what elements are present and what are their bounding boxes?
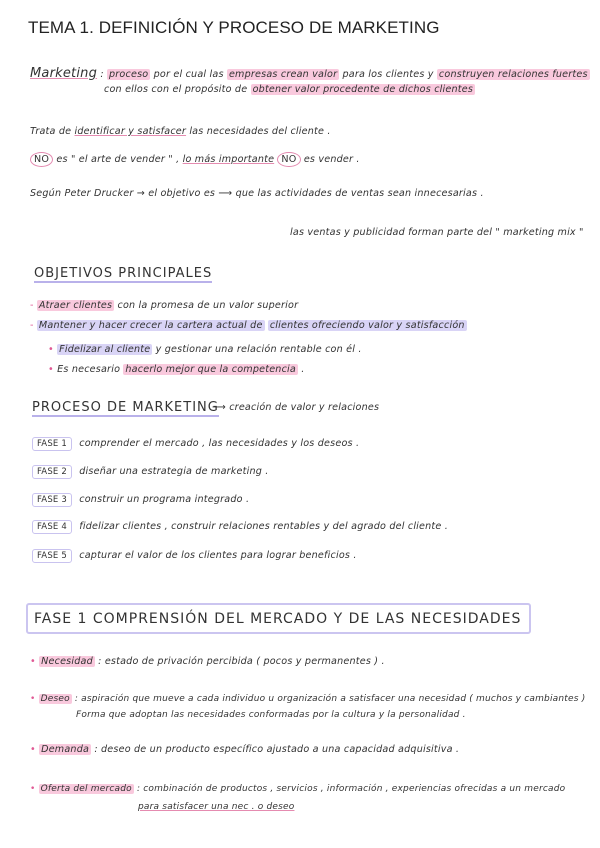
sub-objetivo-1-rest: y gestionar una relación rentable con él . (155, 344, 362, 355)
bullet-icon: - (30, 300, 34, 311)
arte-text: es " el arte de vender " , (56, 154, 180, 165)
phase-label: FASE 4 (32, 520, 72, 534)
def-text-2: por el cual las (153, 69, 224, 80)
def-necesidad: : estado de privación percibida ( pocos y permanentes ) . (98, 656, 385, 667)
phase-label: FASE 2 (32, 465, 72, 479)
clientes-valor: clientes ofreciendo valor y satisfacción (269, 320, 465, 331)
trato-line (30, 126, 331, 137)
sub-objetivo-1 (48, 344, 362, 355)
mantener-cartera: Mantener y hacer crecer la cartera actual de (38, 320, 263, 331)
es-vender: es vender . (303, 154, 360, 165)
es-necesario: Es necesario (57, 364, 121, 375)
sub-objetivo-2-end: . (301, 364, 305, 375)
sub-objetivo-2 (48, 364, 305, 375)
phase-text: diseñar una estrategia de marketing . (79, 466, 269, 477)
objetivos-heading (34, 266, 212, 281)
dot-icon: • (48, 364, 54, 375)
def-obtener-valor: obtener valor procedente de dichos clientes (252, 84, 474, 95)
trato-necesidades: las necesidades del cliente . (189, 126, 331, 137)
arte-line (30, 152, 360, 167)
term-necesidad: Necesidad (41, 656, 93, 667)
phase-label: FASE 5 (32, 549, 72, 563)
phase-text: construir un programa integrado . (79, 494, 250, 505)
phase-row (32, 494, 249, 505)
phase-text: comprender el mercado , las necesidades y los deseos . (79, 438, 360, 449)
bullet-icon: - (30, 320, 34, 331)
proceso-arrow-text: ⟶ creación de valor y relaciones (212, 402, 380, 413)
objetivo-1 (30, 300, 298, 311)
definition-line-2 (104, 84, 475, 95)
objetivos-heading-text: OBJETIVOS PRINCIPALES (34, 266, 213, 281)
phase-row (32, 466, 269, 477)
phase-label: FASE 1 (32, 437, 72, 451)
term-marketing: Marketing (30, 66, 98, 81)
term-deseo: Deseo (40, 694, 70, 704)
phase-label: FASE 3 (32, 493, 72, 507)
proceso-heading-text: PROCESO DE MARKETING (32, 400, 219, 415)
concept-oferta (30, 784, 565, 794)
def-proceso: proceso (109, 69, 149, 80)
phase-row (32, 438, 359, 449)
fase1-heading-box (26, 603, 531, 634)
drucker-line: Según Peter Drucker → el objetivo es ⟶ que las actividades de ventas sean innecesarias . (30, 188, 484, 199)
mejor-competencia: hacerlo mejor que la competencia (125, 364, 296, 375)
concept-necesidad (30, 656, 385, 667)
objetivo-2 (30, 320, 467, 331)
ventas-line: las ventas y publicidad forman parte del " marketing mix " (290, 227, 584, 238)
def-text-4: para los clientes y (342, 69, 434, 80)
no-circle-2: NO (277, 152, 300, 167)
def-empresas: empresas crean valor (228, 69, 338, 80)
def-oferta-2: para satisfacer una nec . o deseo (138, 802, 295, 812)
def-oferta: : combinación de productos , servicios , información , experiencias ofrecidas a un mercado (136, 784, 566, 794)
atraer-clientes: Atraer clientes (38, 300, 113, 311)
concept-oferta-2 (138, 802, 294, 812)
page-title: TEMA 1. DEFINICIÓN Y PROCESO DE MARKETING (28, 18, 440, 37)
concept-demanda (30, 744, 459, 755)
no-circle-1: NO (30, 152, 53, 167)
dot-icon: • (48, 344, 54, 355)
fase1-heading: FASE 1 COMPRENSIÓN DEL MERCADO Y DE LAS NECESIDADES (34, 611, 522, 627)
phase-text: capturar el valor de los clientes para lograr beneficios . (79, 550, 357, 561)
trato-identificar: identificar y satisfacer (74, 126, 187, 137)
def-text-6: con ellos con el propósito de (104, 84, 248, 95)
objetivo-1-rest: con la promesa de un valor superior (117, 300, 299, 311)
dot-icon: • (30, 694, 36, 704)
trato-text: Trata de (30, 126, 72, 137)
dot-icon: • (30, 784, 36, 794)
dot-icon: • (30, 744, 36, 755)
concept-deseo (30, 694, 585, 704)
def-construyen: construyen relaciones fuertes (438, 69, 588, 80)
phase-text: fidelizar clientes , construir relaciones rentables y del agrado del cliente . (79, 521, 448, 532)
phase-row (32, 550, 357, 561)
lo-mas-importante: lo más importante (182, 154, 275, 165)
def-deseo: : aspiración que mueve a cada individuo u organización a satisfacer una necesidad ( muchos y cambiantes ) (74, 694, 586, 704)
fidelizar-cliente: Fidelizar al cliente (59, 344, 151, 355)
term-oferta: Oferta del mercado (40, 784, 132, 794)
phase-row (32, 521, 448, 532)
term-demanda: Demanda (41, 744, 90, 755)
proceso-heading (32, 400, 219, 415)
def-sep: : (100, 69, 104, 80)
concept-deseo-2: Forma que adoptan las necesidades conformadas por la cultura y la personalidad . (76, 710, 466, 720)
definition-line-1 (30, 66, 590, 81)
dot-icon: • (30, 656, 36, 667)
def-demanda: : deseo de un producto específico ajustado a una capacidad adquisitiva . (94, 744, 460, 755)
